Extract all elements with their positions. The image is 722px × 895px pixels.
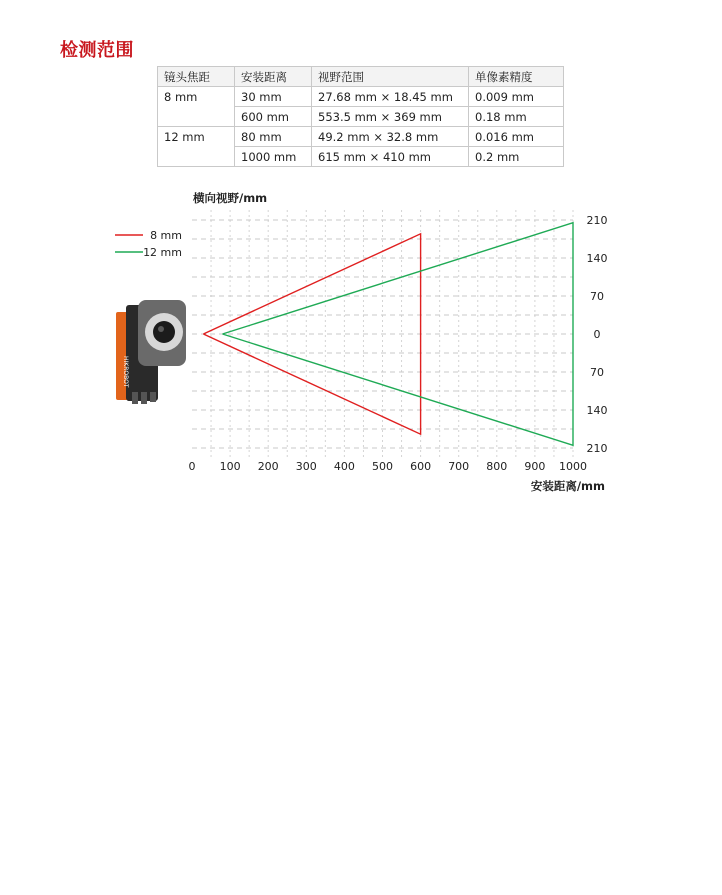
y-tick-label: 210 (586, 442, 608, 455)
chart-labels (115, 191, 608, 493)
x-tick-label: 100 (219, 460, 241, 473)
x-axis-title: 安装距离/mm (530, 479, 605, 493)
y-tick-label: 140 (586, 404, 608, 417)
camera-brand-text: HIKROBOT (122, 356, 129, 388)
fov-cell: 615 mm × 410 mm (312, 147, 469, 167)
x-tick-label: 200 (257, 460, 279, 473)
header-pixel-precision: 单像素精度 (469, 67, 564, 87)
legend-label: 8 mm (150, 229, 182, 242)
x-tick-label: 900 (524, 460, 546, 473)
distance-cell: 600 mm (235, 107, 312, 127)
legend-label: 12 mm (143, 246, 182, 259)
precision-cell: 0.009 mm (469, 87, 564, 107)
y-tick-label: 140 (586, 252, 608, 265)
fov-cell: 553.5 mm × 369 mm (312, 107, 469, 127)
precision-cell: 0.016 mm (469, 127, 564, 147)
header-focal-length: 镜头焦距 (158, 67, 235, 87)
section-title: 检测范围 (60, 40, 134, 61)
y-tick-label: 210 (586, 214, 608, 227)
chart-grid (192, 210, 573, 458)
focal-length-cell: 8 mm (158, 87, 235, 127)
camera-image (116, 300, 186, 404)
focal-length-cell: 12 mm (158, 127, 235, 167)
x-tick-label: 700 (448, 460, 470, 473)
camera-lens (153, 321, 175, 343)
fov-cell: 27.68 mm × 18.45 mm (312, 87, 469, 107)
header-install-distance: 安装距离 (235, 67, 312, 87)
distance-cell: 30 mm (235, 87, 312, 107)
distance-cell: 1000 mm (235, 147, 312, 167)
fov-cell: 49.2 mm × 32.8 mm (312, 127, 469, 147)
x-tick-label: 300 (295, 460, 317, 473)
y-axis-title: 横向视野/mm (193, 191, 268, 205)
x-tick-label: 1000 (559, 460, 587, 473)
header-field-of-view: 视野范围 (312, 67, 469, 87)
x-tick-label: 800 (486, 460, 508, 473)
x-tick-label: 600 (410, 460, 432, 473)
y-tick-label: 0 (593, 328, 601, 341)
x-tick-label: 400 (333, 460, 355, 473)
x-tick-label: 0 (188, 460, 196, 473)
distance-cell: 80 mm (235, 127, 312, 147)
y-tick-label: 70 (590, 290, 604, 303)
precision-cell: 0.2 mm (469, 147, 564, 167)
y-tick-label: 70 (590, 366, 604, 379)
x-tick-label: 500 (372, 460, 393, 473)
precision-cell: 0.18 mm (469, 107, 564, 127)
